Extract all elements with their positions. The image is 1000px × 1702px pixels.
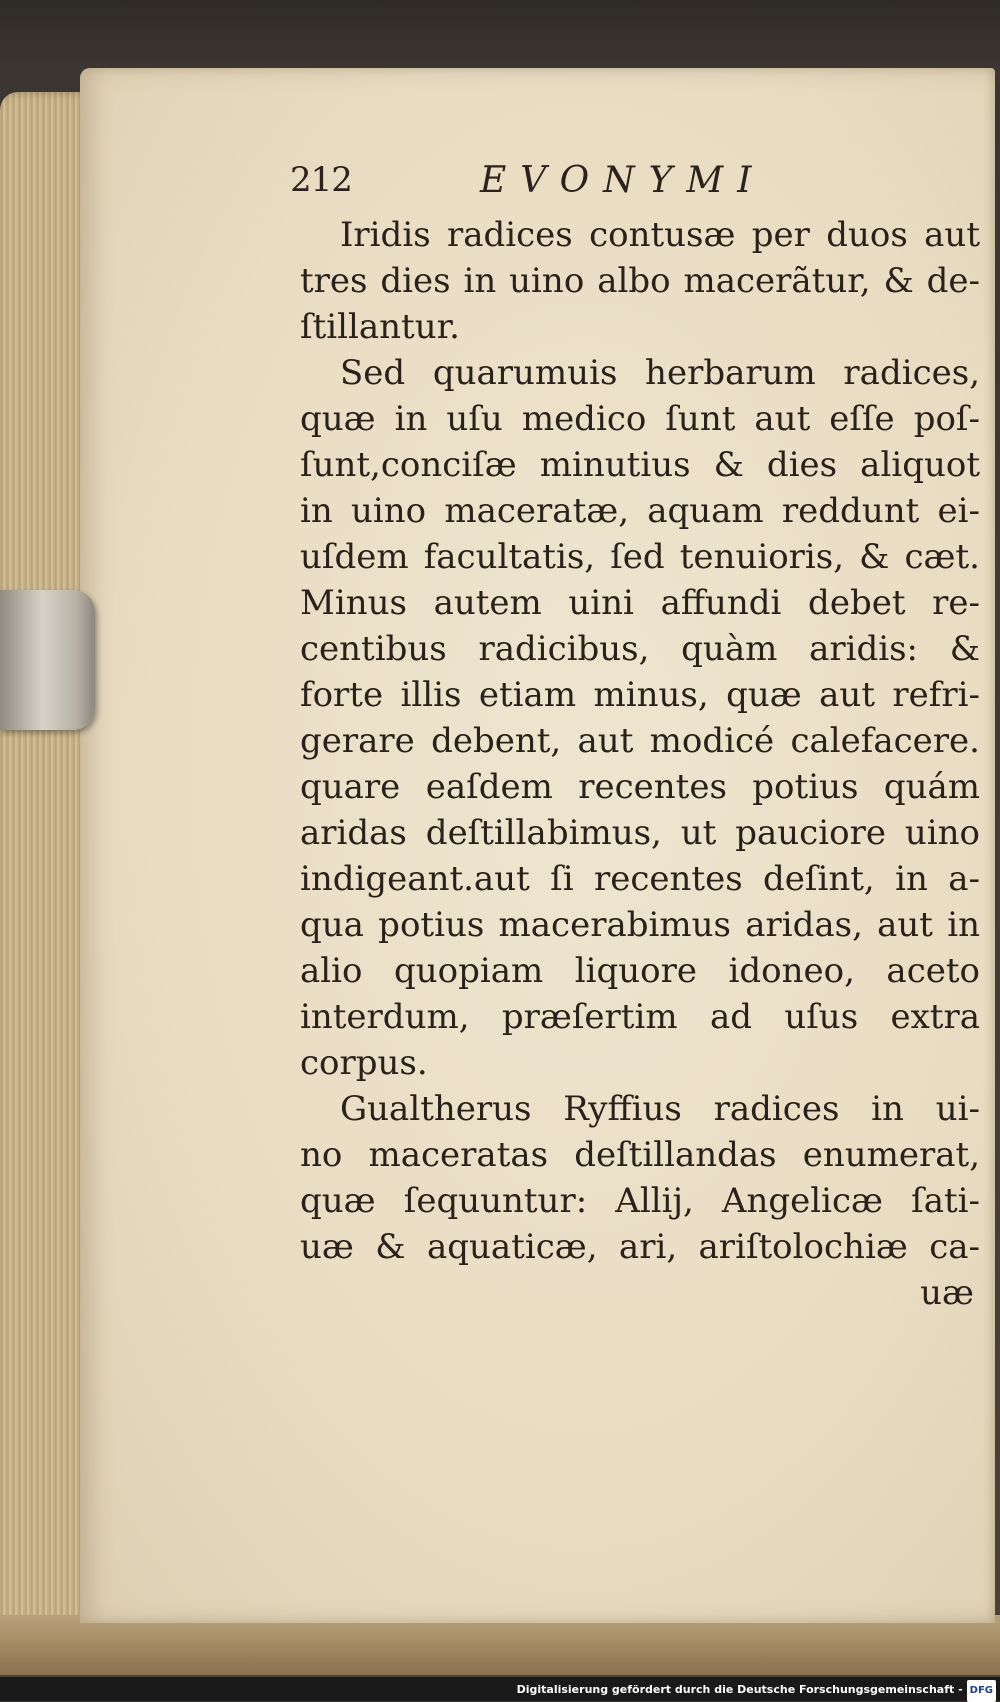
text-line: uſdem facultatis, ſed tenuioris, & cæt. <box>300 537 980 577</box>
text-line: quæ in uſu medico ſunt aut eſſe poſ- <box>300 399 980 439</box>
text-line: corpus. <box>300 1043 428 1083</box>
page-number: 212 <box>290 160 352 200</box>
text-line: qua potius macerabimus aridas, aut in <box>300 905 980 945</box>
text-line: ſunt,conciſæ minutius & dies aliquot <box>300 445 980 485</box>
text-line: interdum, præſertim ad uſus extra <box>300 997 980 1037</box>
text-line: ſtillantur. <box>300 307 460 347</box>
book-bottom-edge <box>0 1615 1000 1675</box>
text-line: Minus autem uini affundi debet re- <box>300 583 980 623</box>
text-line: forte illis etiam minus, quæ aut refri- <box>300 675 980 715</box>
text-line: aridas deſtillabimus, ut pauciore uino <box>300 813 980 853</box>
text-line: no maceratas deſtillandas enumerat, <box>300 1135 980 1175</box>
page-stack-edge <box>0 92 92 1632</box>
text-body <box>300 212 980 1316</box>
running-title: EVONYMI <box>480 160 766 201</box>
text-line: quare eaſdem recentes potius quám <box>300 767 980 807</box>
text-line: gerare debent, aut modicé calefacere. <box>300 721 980 761</box>
footer-credit <box>517 1679 996 1701</box>
text-line: centibus radicibus, quàm aridis: & <box>300 629 980 669</box>
text-line: uæ & aquaticæ, ari, ariſtolochiæ ca- <box>300 1227 980 1267</box>
text-line: quæ ſequuntur: Allij, Angelicæ ſati- <box>300 1181 980 1221</box>
page-header <box>290 160 850 210</box>
text-line: in uino maceratæ, aquam reddunt ei- <box>300 491 980 531</box>
text-line: Gualtherus Ryffius radices in ui- <box>340 1089 980 1129</box>
dfg-logo: DFG <box>967 1680 996 1702</box>
text-line: tres dies in uino albo macerãtur, & de- <box>300 261 980 301</box>
bookmark-clip <box>0 590 95 730</box>
text-line: alio quopiam liquore idoneo, aceto <box>300 951 980 991</box>
text-line: indigeant.aut ſi recentes deſint, in a- <box>300 859 980 899</box>
footer-text: Digitalisierung gefördert durch die Deutsche Forschungsgemeinschaft - <box>516 1683 963 1696</box>
text-line: Sed quarumuis herbarum radices, <box>340 353 980 393</box>
text-line: Iridis radices contusæ per duos aut <box>340 215 980 255</box>
catchword: uæ <box>920 1273 974 1313</box>
